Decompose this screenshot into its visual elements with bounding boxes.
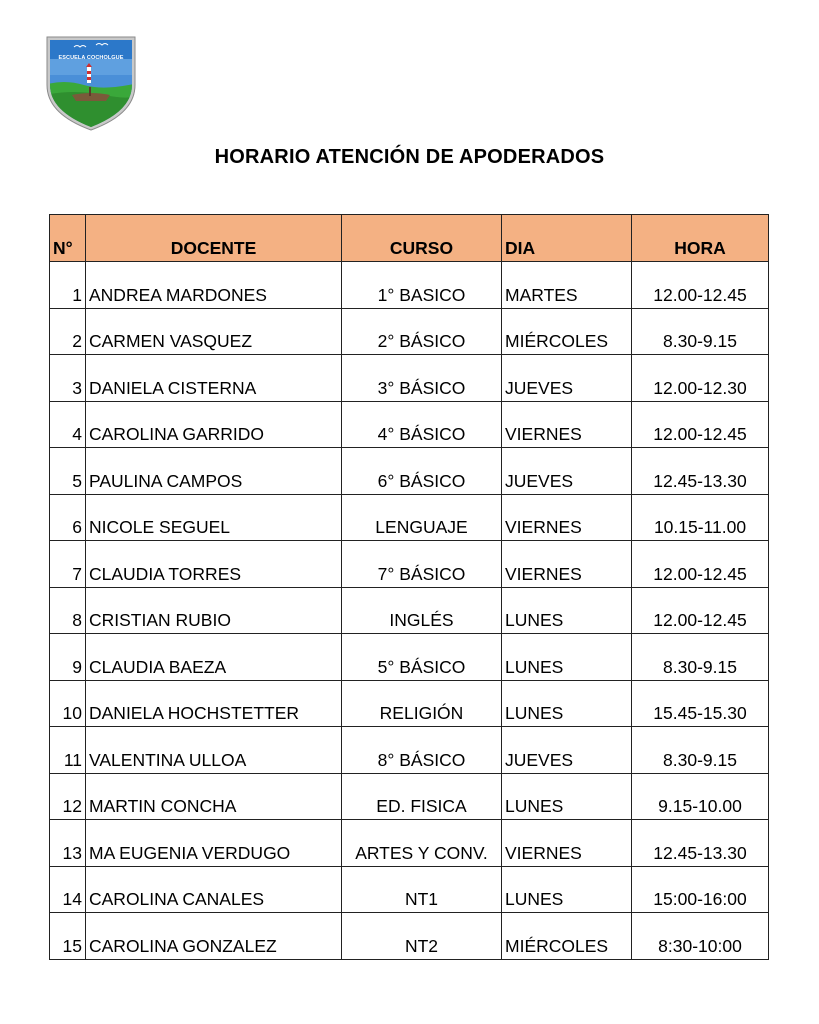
curso-cell: 5° BÁSICO bbox=[342, 634, 502, 681]
table-row bbox=[50, 308, 769, 355]
curso-cell: ARTES Y CONV. bbox=[342, 820, 502, 867]
header-curso: CURSO bbox=[342, 215, 502, 262]
docente-cell: NICOLE SEGUEL bbox=[86, 494, 342, 541]
dia-cell: LUNES bbox=[502, 773, 632, 820]
dia-cell: VIERNES bbox=[502, 541, 632, 588]
table-row bbox=[50, 541, 769, 588]
hora-cell: 8.30-9.15 bbox=[632, 308, 769, 355]
docente-cell: VALENTINA ULLOA bbox=[86, 727, 342, 774]
docente-cell: CRISTIAN RUBIO bbox=[86, 587, 342, 634]
curso-cell: 6° BÁSICO bbox=[342, 448, 502, 495]
table-row bbox=[50, 587, 769, 634]
hora-cell: 10.15-11.00 bbox=[632, 494, 769, 541]
row-number: 6 bbox=[50, 494, 86, 541]
table-row bbox=[50, 820, 769, 867]
curso-cell: 3° BÁSICO bbox=[342, 355, 502, 402]
school-crest-icon bbox=[44, 33, 138, 131]
curso-cell: 1° BASICO bbox=[342, 262, 502, 309]
curso-cell: NT1 bbox=[342, 866, 502, 913]
docente-cell: CLAUDIA BAEZA bbox=[86, 634, 342, 681]
curso-cell: 8° BÁSICO bbox=[342, 727, 502, 774]
curso-cell: 7° BÁSICO bbox=[342, 541, 502, 588]
hora-cell: 8.30-9.15 bbox=[632, 727, 769, 774]
dia-cell: MIÉRCOLES bbox=[502, 308, 632, 355]
dia-cell: MIÉRCOLES bbox=[502, 913, 632, 960]
row-number: 4 bbox=[50, 401, 86, 448]
curso-cell: RELIGIÓN bbox=[342, 680, 502, 727]
schedule-table bbox=[49, 214, 769, 960]
table-row bbox=[50, 494, 769, 541]
hora-cell: 12.00-12.30 bbox=[632, 355, 769, 402]
dia-cell: VIERNES bbox=[502, 401, 632, 448]
curso-cell: 4° BÁSICO bbox=[342, 401, 502, 448]
hora-cell: 15.45-15.30 bbox=[632, 680, 769, 727]
table-row bbox=[50, 448, 769, 495]
hora-cell: 12.00-12.45 bbox=[632, 541, 769, 588]
docente-cell: MARTIN CONCHA bbox=[86, 773, 342, 820]
row-number: 13 bbox=[50, 820, 86, 867]
row-number: 14 bbox=[50, 866, 86, 913]
dia-cell: LUNES bbox=[502, 680, 632, 727]
header-docente: DOCENTE bbox=[86, 215, 342, 262]
dia-cell: VIERNES bbox=[502, 494, 632, 541]
row-number: 2 bbox=[50, 308, 86, 355]
row-number: 5 bbox=[50, 448, 86, 495]
table-row bbox=[50, 866, 769, 913]
table-header-row bbox=[50, 215, 769, 262]
table-row bbox=[50, 727, 769, 774]
row-number: 9 bbox=[50, 634, 86, 681]
docente-cell: CARMEN VASQUEZ bbox=[86, 308, 342, 355]
row-number: 11 bbox=[50, 727, 86, 774]
hora-cell: 12.45-13.30 bbox=[632, 448, 769, 495]
docente-cell: CAROLINA GONZALEZ bbox=[86, 913, 342, 960]
table-row bbox=[50, 634, 769, 681]
page-title: HORARIO ATENCIÓN DE APODERADOS bbox=[214, 146, 605, 168]
curso-cell: INGLÉS bbox=[342, 587, 502, 634]
row-number: 8 bbox=[50, 587, 86, 634]
table-row bbox=[50, 401, 769, 448]
hora-cell: 8.30-9.15 bbox=[632, 634, 769, 681]
docente-cell: CAROLINA CANALES bbox=[86, 866, 342, 913]
row-number: 12 bbox=[50, 773, 86, 820]
docente-cell: CAROLINA GARRIDO bbox=[86, 401, 342, 448]
dia-cell: JUEVES bbox=[502, 448, 632, 495]
hora-cell: 12.00-12.45 bbox=[632, 262, 769, 309]
row-number: 1 bbox=[50, 262, 86, 309]
docente-cell: MA EUGENIA VERDUGO bbox=[86, 820, 342, 867]
dia-cell: LUNES bbox=[502, 866, 632, 913]
docente-cell: CLAUDIA TORRES bbox=[86, 541, 342, 588]
table-row bbox=[50, 773, 769, 820]
dia-cell: VIERNES bbox=[502, 820, 632, 867]
row-number: 3 bbox=[50, 355, 86, 402]
hora-cell: 15:00-16:00 bbox=[632, 866, 769, 913]
docente-cell: ANDREA MARDONES bbox=[86, 262, 342, 309]
docente-cell: DANIELA CISTERNA bbox=[86, 355, 342, 402]
row-number: 7 bbox=[50, 541, 86, 588]
dia-cell: JUEVES bbox=[502, 727, 632, 774]
table-body bbox=[50, 262, 769, 960]
dia-cell: MARTES bbox=[502, 262, 632, 309]
school-name: ESCUELA COCHOLGUE bbox=[58, 55, 124, 61]
curso-cell: LENGUAJE bbox=[342, 494, 502, 541]
table-row bbox=[50, 680, 769, 727]
hora-cell: 9.15-10.00 bbox=[632, 773, 769, 820]
table-row bbox=[50, 262, 769, 309]
hora-cell: 12.45-13.30 bbox=[632, 820, 769, 867]
curso-cell: 2° BÁSICO bbox=[342, 308, 502, 355]
docente-cell: PAULINA CAMPOS bbox=[86, 448, 342, 495]
school-logo bbox=[44, 33, 138, 131]
curso-cell: NT2 bbox=[342, 913, 502, 960]
docente-cell: DANIELA HOCHSTETTER bbox=[86, 680, 342, 727]
dia-cell: JUEVES bbox=[502, 355, 632, 402]
dia-cell: LUNES bbox=[502, 587, 632, 634]
header-hora: HORA bbox=[632, 215, 769, 262]
row-number: 10 bbox=[50, 680, 86, 727]
table-row bbox=[50, 913, 769, 960]
curso-cell: ED. FISICA bbox=[342, 773, 502, 820]
hora-cell: 12.00-12.45 bbox=[632, 401, 769, 448]
row-number: 15 bbox=[50, 913, 86, 960]
dia-cell: LUNES bbox=[502, 634, 632, 681]
header-num: N° bbox=[50, 215, 86, 262]
hora-cell: 12.00-12.45 bbox=[632, 587, 769, 634]
hora-cell: 8:30-10:00 bbox=[632, 913, 769, 960]
table-row bbox=[50, 355, 769, 402]
header-dia: DIA bbox=[502, 215, 632, 262]
